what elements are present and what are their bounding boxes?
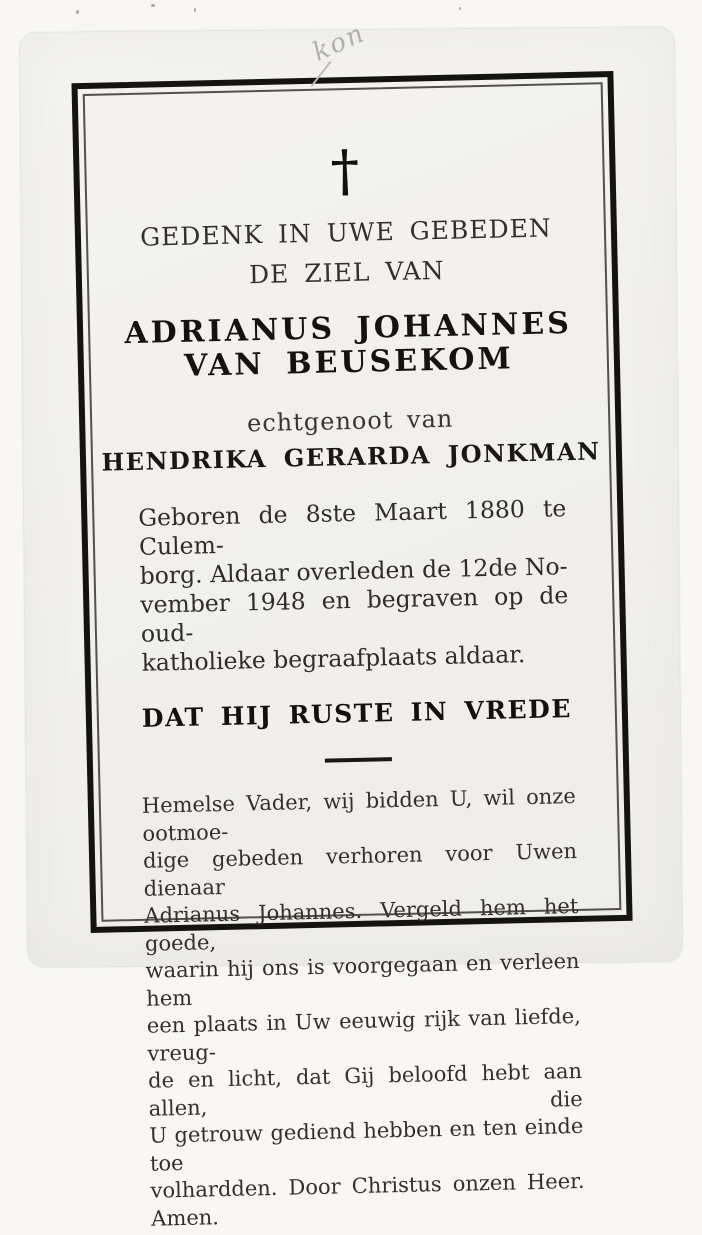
card-content — [85, 84, 620, 1231]
spouse-name: HENDRIKA GERARDA JONKMAN — [101, 436, 601, 477]
remembrance-header-line-2: DE ZIEL VAN — [248, 255, 445, 290]
life-dates-line: Geboren de 8ste Maart 1880 te Culem- — [138, 494, 567, 561]
spouse-prefix: echtgenoot van — [246, 404, 454, 438]
life-dates-line: borg. Aldaar overleden de 12de No- — [139, 552, 568, 590]
deceased-name-line-2: VAN BEUSEKOM — [183, 341, 515, 384]
life-dates-line: katholieke begraafplaats aldaar. — [141, 640, 526, 677]
prayer-line: een plaats in Uw eeuwig rijk van liefde, vreug- — [146, 1003, 582, 1066]
prayer-line: dige gebeden verhoren voor Uwen dienaar — [142, 838, 578, 901]
prayer-line: U getrouw gediend hebben en ten einde toe — [149, 1113, 584, 1176]
scan-speck — [459, 7, 461, 10]
scan-speck — [151, 4, 155, 7]
scan-speck — [194, 8, 196, 12]
handwritten-note: kon — [308, 18, 370, 68]
scan-speck — [75, 10, 79, 15]
cross-icon: † — [329, 138, 360, 205]
prayer-line: waarin hij ons is voorgegaan en verleen hem — [145, 948, 580, 1011]
rest-in-peace-line: DAT HIJ RUSTE IN VREDE — [141, 694, 573, 733]
prayer-line: Adrianus Johannes. Vergeld hem het goede, — [144, 893, 579, 956]
memorial-card — [20, 27, 682, 1231]
life-dates-line: vember 1948 en begraven op de oud- — [140, 581, 569, 648]
remembrance-header-line-1: GEDENK IN UWE GEBEDEN — [139, 213, 553, 252]
prayer-line: volhardden. Door Christus onzen Heer. Amen. — [150, 1168, 585, 1231]
prayer-line: Hemelse Vader, wij bidden U, wil onze ootmoe- — [141, 783, 577, 846]
section-divider-rule — [324, 757, 391, 763]
life-dates-paragraph — [138, 494, 570, 678]
mourning-frame — [71, 71, 632, 1231]
deceased-name-line-1: ADRIANUS JOHANNES — [123, 305, 573, 352]
prayer-line: de en licht, dat Gij beloofd hebt aan allen, die — [147, 1058, 583, 1121]
prayer-paragraph — [142, 783, 586, 1233]
